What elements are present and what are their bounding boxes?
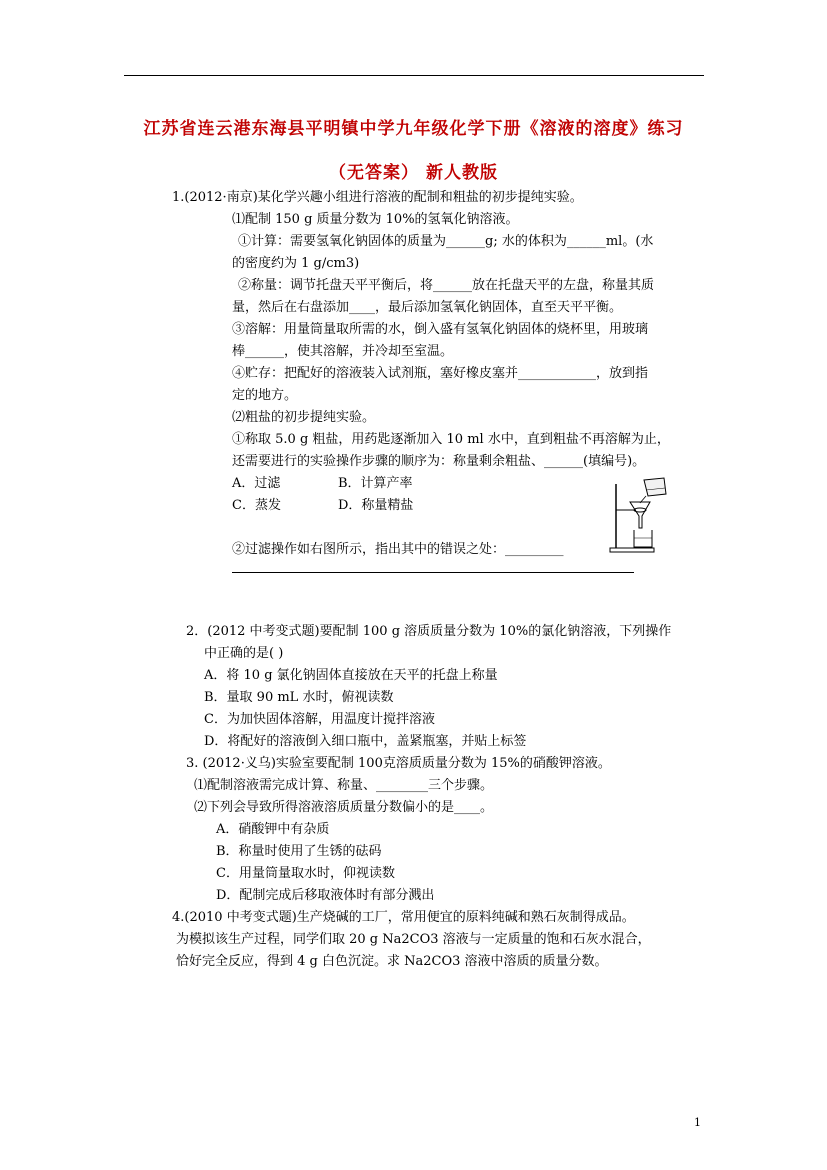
q1-salt-line-b: 还需要进行的实验操作步骤的顺序为：称量剩余粗盐、______(填编号)。 xyxy=(232,454,646,469)
header-rule xyxy=(124,75,704,76)
q3-part2: ⑵下列会导致所得溶液溶质质量分数偏小的是____。 xyxy=(194,800,494,815)
doc-title-line-1: 江苏省连云港东海县平明镇中学九年级化学下册《溶液的溶度》练习 xyxy=(143,119,684,139)
q1-weigh-line-a: ②称量：调节托盘天平平衡后，将______放在托盘天平的左盘，称量其质 xyxy=(238,278,655,293)
q2-option-b: B．量取 90 mL 水时，俯视读数 xyxy=(204,690,394,705)
q1-option-a: A．过滤 xyxy=(232,476,281,491)
q1-option-c: C．蒸发 xyxy=(232,498,281,513)
q2-stem-line-a: 2．(2012 中考变式题)要配制 100 g 溶质质量分数为 10%的氯化钠溶液，下列操作 xyxy=(186,624,672,639)
q1-dissolve-line-b: 棒______，使其溶解，并冷却至室温。 xyxy=(232,344,454,359)
q1-calc-line-a: ①计算：需要氢氧化钠固体的质量为______g; 水的体积为______ml。(水 xyxy=(238,234,654,249)
q1-option-b: B．计算产率 xyxy=(338,476,413,491)
q1-weigh-line-b: 量，然后在右盘添加____，最后添加氢氧化钠固体，直至天平平衡。 xyxy=(232,300,623,315)
doc-title-line-2: （无答案） 新人教版 xyxy=(329,163,498,183)
q1-store-line-a: ④贮存：把配好的溶液装入试剂瓶，塞好橡皮塞并____________，放到指 xyxy=(232,366,649,381)
q1-option-d: D．称量精盐 xyxy=(338,498,414,513)
q3-option-b: B．称量时使用了生锈的砝码 xyxy=(216,844,382,859)
q3-option-c: C．用量筒量取水时，仰视读数 xyxy=(216,866,395,881)
q3-part1: ⑴配制溶液需完成计算、称量、________三个步骤。 xyxy=(194,778,494,793)
q1-filter-question: ②过滤操作如右图所示，指出其中的错误之处：_________ xyxy=(232,542,564,557)
q2-option-a: A．将 10 g 氯化钠固体直接放在天平的托盘上称量 xyxy=(204,668,498,683)
q1-calc-line-b: 的密度约为 1 g/cm3) xyxy=(232,256,360,271)
q4-stem-line-b: 为模拟该生产过程，同学们取 20 g Na2CO3 溶液与一定质量的饱和石灰水混合， xyxy=(176,932,651,947)
q1-dissolve-line-a: ③溶解：用量筒量取所需的水，倒入盛有氢氧化钠固体的烧杯里，用玻璃 xyxy=(232,322,649,337)
q2-stem-line-b: 中正确的是( ) xyxy=(204,646,284,661)
q4-stem-line-a: 4.(2010 中考变式题)生产烧碱的工厂，常用便宜的原料纯碱和熟石灰制得成品。 xyxy=(172,910,635,925)
q1-answer-line xyxy=(232,572,634,573)
q1-stem: 1.(2012·南京)某化学兴趣小组进行溶液的配制和粗盐的初步提纯实验。 xyxy=(172,190,583,205)
q3-option-a: A．硝酸钾中有杂质 xyxy=(216,822,330,837)
q1-salt-line-a: ①称取 5.0 g 粗盐，用药匙逐渐加入 10 ml 水中，直到粗盐不再溶解为止， xyxy=(232,432,670,447)
q2-option-c: C．为加快固体溶解，用温度计搅拌溶液 xyxy=(204,712,435,727)
q3-option-d: D．配制完成后移取液体时有部分溅出 xyxy=(216,888,435,903)
filtration-apparatus-icon xyxy=(606,476,670,554)
q3-stem: 3. (2012·义乌)实验室要配制 100克溶质质量分数为 15%的硝酸钾溶液。 xyxy=(186,756,611,771)
q1-part2: ⑵粗盐的初步提纯实验。 xyxy=(232,410,376,425)
page-number: 1 xyxy=(694,1116,701,1129)
q2-option-d: D．将配好的溶液倒入细口瓶中，盖紧瓶塞，并贴上标签 xyxy=(204,734,527,749)
q1-part1: ⑴配制 150 g 质量分数为 10%的氢氧化钠溶液。 xyxy=(232,212,519,227)
q4-stem-line-c: 恰好完全反应，得到 4 g 白色沉淀。求 Na2CO3 溶液中溶质的质量分数。 xyxy=(176,954,608,969)
q1-store-line-b: 定的地方。 xyxy=(232,388,298,403)
